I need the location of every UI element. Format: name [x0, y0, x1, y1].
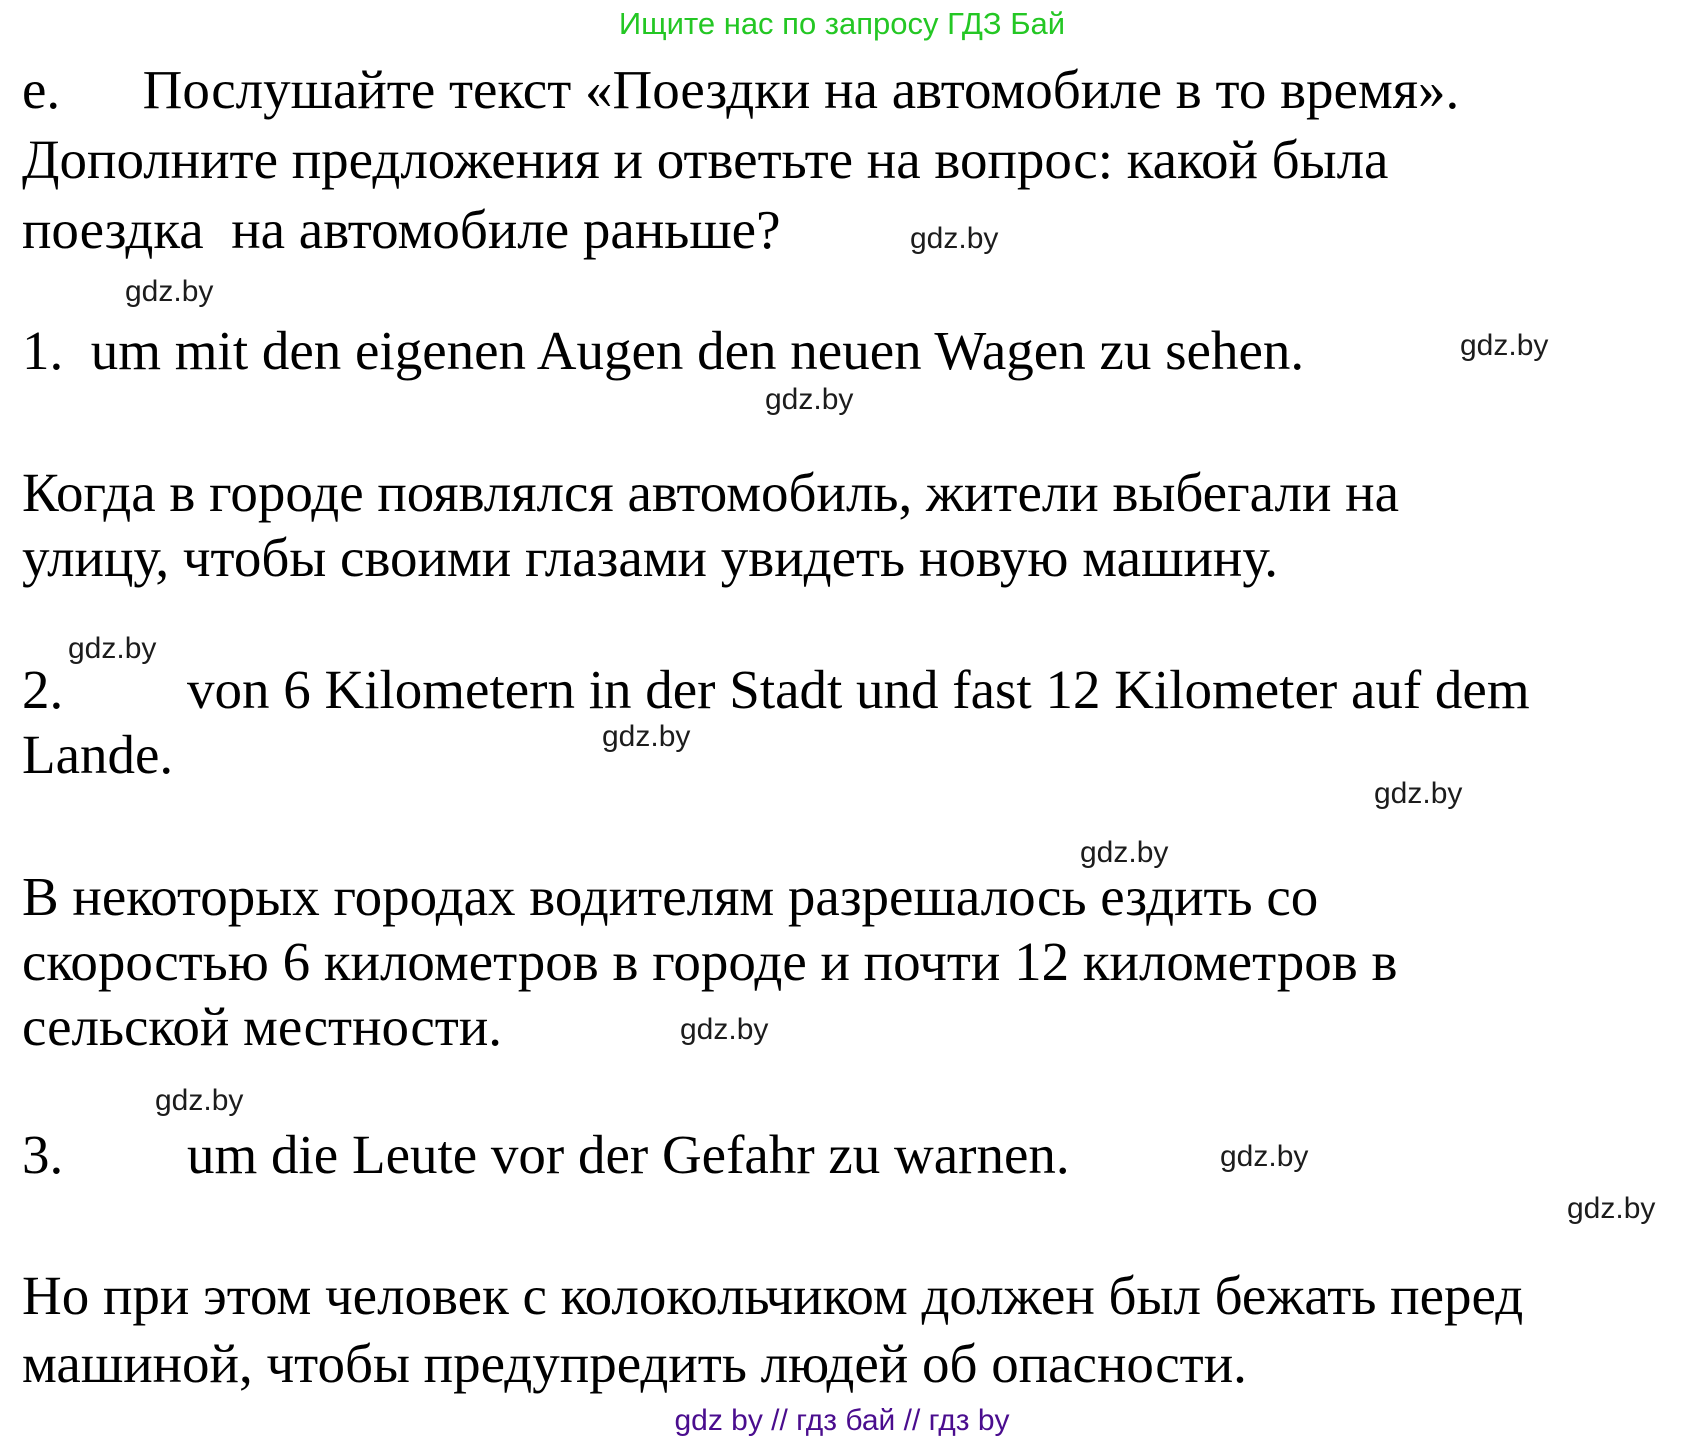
- task-heading-line: е. Послушайте текст «Поездки на автомобиле в то время».: [22, 59, 1460, 120]
- watermark: gdz.by: [910, 222, 999, 255]
- task-heading: [22, 55, 1677, 265]
- item2-russian-line: В некоторых городах водителям разрешалось ездить со: [22, 866, 1319, 927]
- watermark: gdz.by: [125, 275, 214, 308]
- watermark: gdz.by: [155, 1084, 244, 1117]
- item3-russian: [22, 1262, 1677, 1398]
- item2-german-line: 2. von 6 Kilometern in der Stadt und fast 12 Kilometer auf dem: [22, 659, 1530, 720]
- item2-russian-line: сельской местности.: [22, 996, 503, 1057]
- item1-russian-line: улицу, чтобы своими глазами увидеть новую машину.: [22, 527, 1279, 588]
- task-heading-line: Дополните предложения и ответьте на вопрос: какой была: [22, 129, 1389, 190]
- watermark: gdz.by: [68, 632, 157, 665]
- watermark: gdz.by: [680, 1013, 769, 1046]
- item2-russian-line: скоростью 6 километров в городе и почти 12 километров в: [22, 931, 1398, 992]
- item2-german-line: Lande.: [22, 724, 174, 785]
- item2-russian: [22, 864, 1677, 1059]
- item1-german: [22, 318, 1677, 384]
- item3-russian-line: Но при этом человек с колокольчиком должен был бежать перед: [22, 1265, 1524, 1326]
- item3-german-line: 3. um die Leute vor der Gefahr zu warnen.: [22, 1124, 1070, 1185]
- item1-german-line: 1. um mit den eigenen Augen den neuen Wagen zu sehen.: [22, 320, 1305, 381]
- footer-text: gdz by // гдз бай // гдз by: [674, 1404, 1010, 1437]
- watermark: gdz.by: [1374, 777, 1463, 810]
- item1-russian-line: Когда в городе появлялся автомобиль, жители выбегали на: [22, 462, 1400, 523]
- watermark: gdz.by: [1220, 1140, 1309, 1173]
- promo-header-text: Ищите нас по запросу ГДЗ Бай: [618, 6, 1066, 41]
- watermark: gdz.by: [765, 383, 854, 416]
- watermark: gdz.by: [1567, 1192, 1656, 1225]
- watermark: gdz.by: [1080, 836, 1169, 869]
- task-heading-line: поездка на автомобиле раньше?: [22, 199, 781, 260]
- watermark: gdz.by: [602, 720, 691, 753]
- item3-russian-line: машиной, чтобы предупредить людей об опасности.: [22, 1333, 1247, 1394]
- watermark: gdz.by: [1460, 329, 1549, 362]
- item2-german: [22, 657, 1677, 787]
- item1-russian: [22, 460, 1677, 590]
- item3-german: [22, 1122, 1677, 1188]
